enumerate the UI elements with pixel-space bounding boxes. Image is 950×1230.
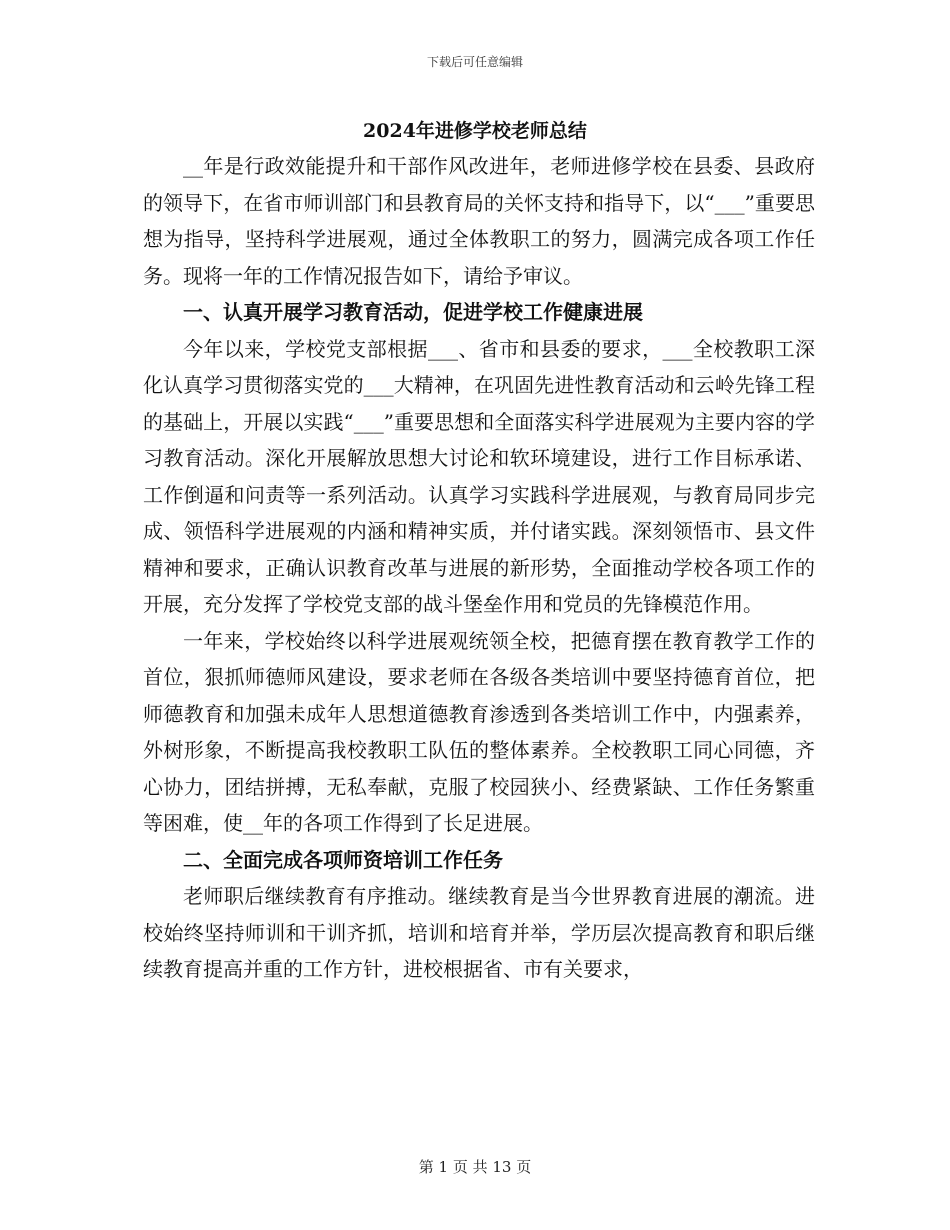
paragraph-intro: __年是行政效能提升和干部作风改进年，老师进修学校在县委、县政府的领导下，在省市师训部门和县教育局的关怀支持和指导下，以“___”重要思想为指导，坚持科学进展观，通过全体教职工的努力，圆满完成各项工作任务。现将一年的工作情况报告如下，请给予审议。 — [143, 154, 815, 288]
section-heading-2: 二、全面完成各项师资培训工作任务 — [183, 847, 503, 872]
paragraph-study-activities: 今年以来，学校党支部根据___、省市和县委的要求，___全校教职工深化认真学习贯彻落实党的___大精神，在巩固先进性教育活动和云岭先锋工程的基础上，开展以实践“___”重要思想和全面落实科学进展观为主要内容的学习教育活动。深化开展解放思想大讨论和软环境建设，进行工作目标承诺、工作倒逼和问责等一系列活动。认真学习实践科学进展观，与教育局同步完成、领悟科学进展观的内涵和精神实质，并付诸实践。深刻领悟市、县文件精神和要求，正确认识教育改革与进展的新形势，全面推动学校各项工作的开展，充分发挥了学校党支部的战斗堡垒作用和党员的先锋模范作用。 — [143, 336, 815, 616]
paragraph-continuing-education: 老师职后继续教育有序推动。继续教育是当今世界教育进展的潮流。进校始终坚持师训和干训齐抓，培训和培育并举，学历层次提高教育和职后继续教育提高并重的工作方针，进校根据省、市有关要求， — [143, 884, 815, 981]
page-header: 下载后可任意编辑 — [426, 55, 523, 69]
paragraph-moral-education: 一年来，学校始终以科学进展观统领全校，把德育摆在教育教学工作的首位，狠抓师德师风建设，要求老师在各级各类培训中要坚持德育首位，把师德教育和加强未成年人思想道德教育渗透到各类培训工作中，内强素养，外树形象，不断提高我校教职工队伍的整体素养。全校教职工同心同德，齐心协力，团结拼搏，无私奉献，克服了校园狭小、经费紧缺、工作任务繁重等困难，使__年的各项工作得到了长足进展。 — [143, 628, 815, 835]
section-heading-1: 一、认真开展学习教育活动，促进学校工作健康进展 — [183, 300, 643, 324]
document-title: 2024年进修学校老师总结 — [363, 120, 587, 142]
page-number-footer: 第 1 页 共 13 页 — [418, 1158, 532, 1176]
document-body — [143, 148, 815, 988]
